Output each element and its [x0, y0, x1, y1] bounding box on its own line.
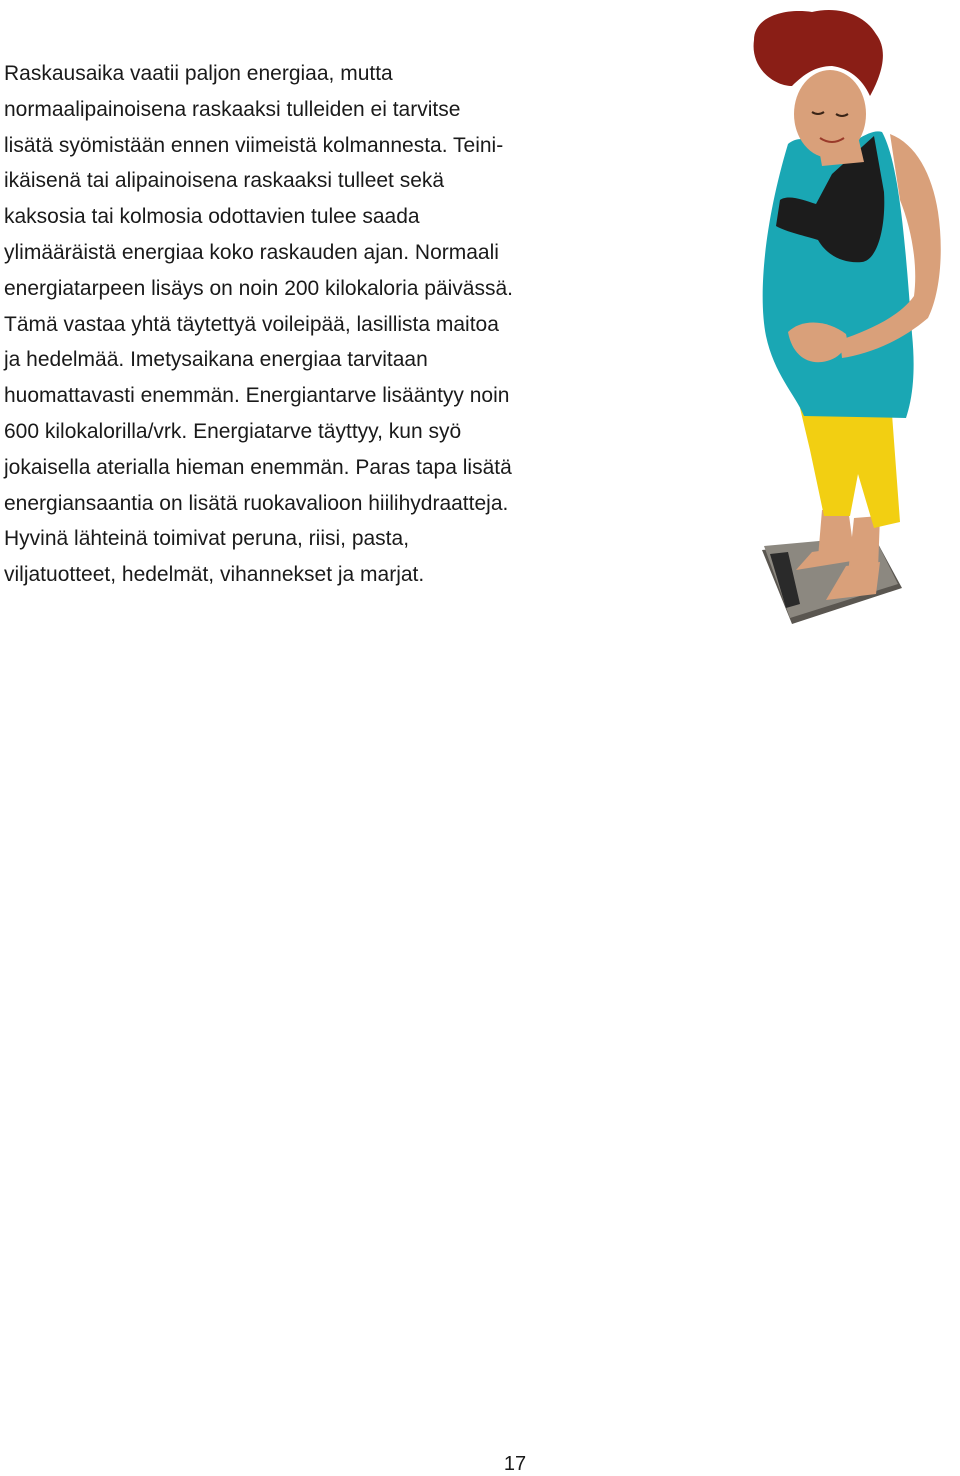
body-line: kaksosia tai kolmosia odottavien tulee saada	[4, 205, 420, 229]
body-line: Raskausaika vaatii paljon energiaa, mutta	[4, 62, 393, 85]
face	[794, 70, 866, 158]
body-line: lisätä syömistään ennen viimeistä kolmannesta. Teini-	[4, 133, 504, 157]
torso	[763, 131, 941, 418]
pregnant-woman-on-scale-illustration	[730, 4, 952, 628]
body-line: energiatarpeen lisäys on noin 200 kilokaloria päivässä.	[4, 276, 513, 300]
body-line: Tämä vastaa yhtä täytettyä voileipää, lasillista maitoa	[4, 312, 499, 336]
body-line: normaalipainoisena raskaaksi tulleiden ei tarvitse	[4, 97, 461, 121]
body-line: ylimääräistä energiaa koko raskauden ajan. Normaali	[4, 240, 499, 264]
body-line: jokaisella aterialla hieman enemmän. Paras tapa lisätä	[4, 455, 512, 479]
body-line: viljatuotteet, hedelmät, vihannekset ja marjat.	[4, 563, 425, 587]
body-line: ja hedelmää. Imetysaikana energiaa tarvitaan	[4, 348, 428, 372]
body-line: Hyvinä lähteinä toimivat peruna, riisi, pasta,	[4, 527, 410, 551]
page-number: 17	[503, 1453, 527, 1475]
body-line: huomattavasti enemmän. Energiantarve lisääntyy noin	[4, 384, 510, 408]
body-line: energiansaantia on lisätä ruokavalioon hiilihydraatteja.	[4, 491, 509, 515]
body-text	[4, 56, 604, 593]
body-line: 600 kilokalorilla/vrk. Energiatarve täyttyy, kun syö	[4, 419, 462, 443]
yellow-leggings	[800, 408, 900, 528]
body-line: ikäisenä tai alipainoisena raskaaksi tulleet sekä	[4, 169, 445, 193]
